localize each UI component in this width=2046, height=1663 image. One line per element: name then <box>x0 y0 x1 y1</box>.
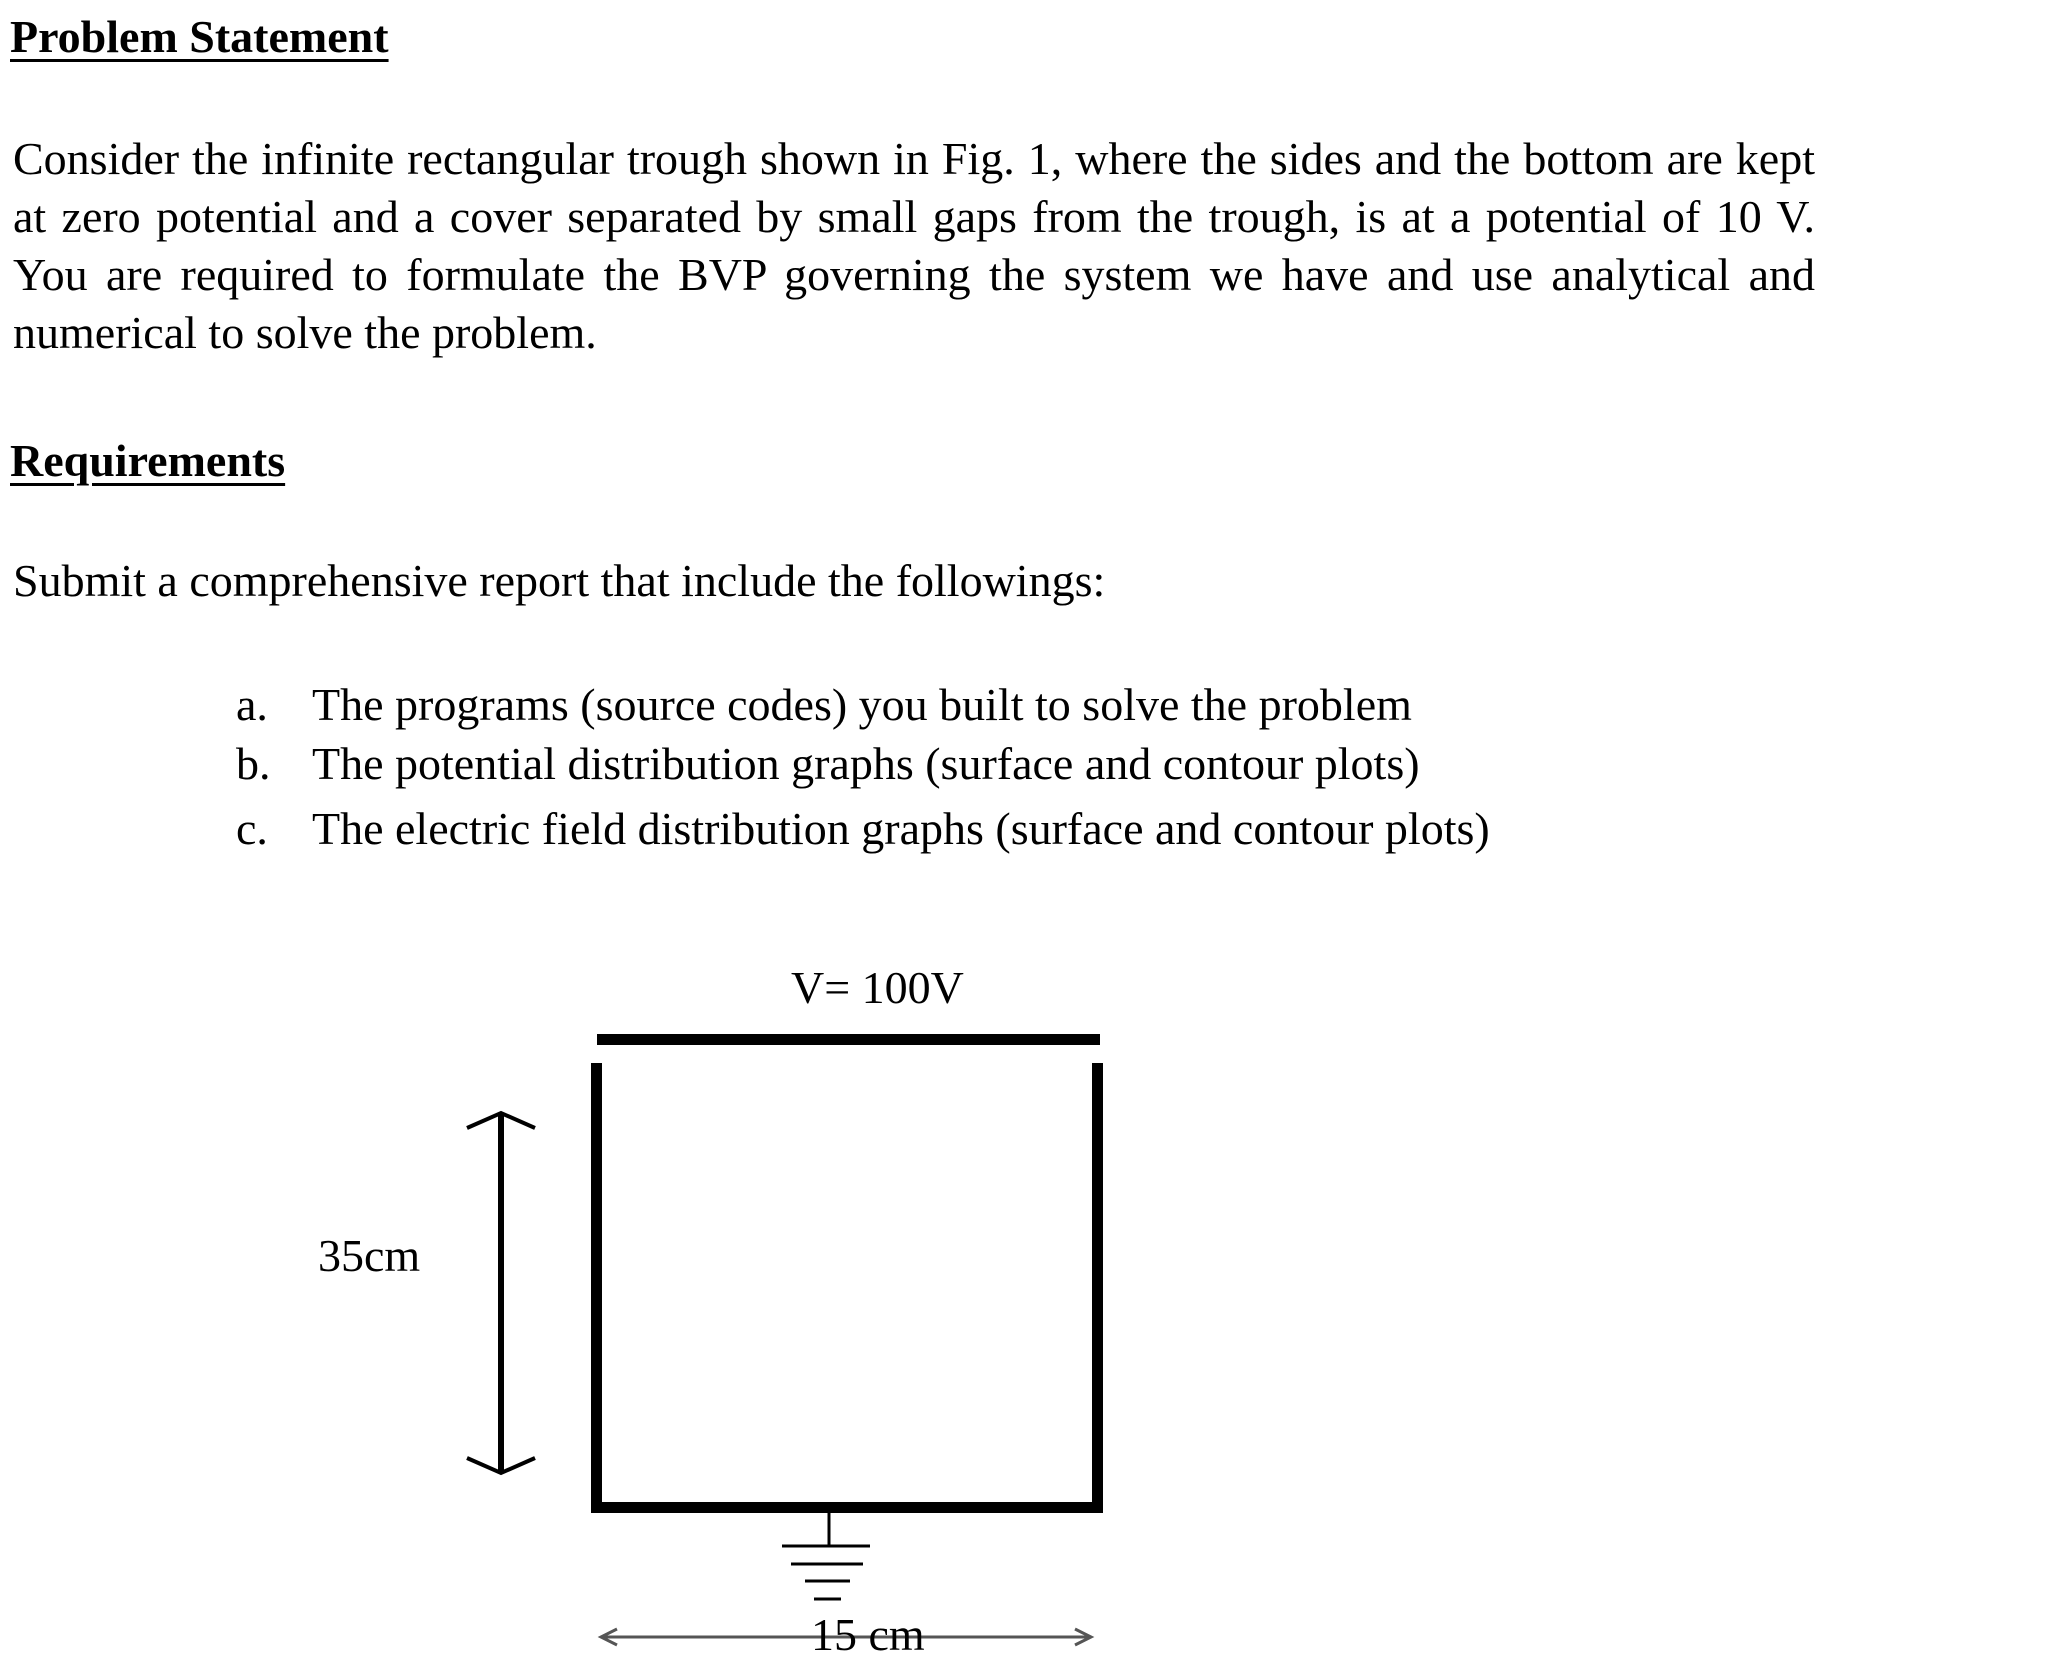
list-item-text: The potential distribution graphs (surface and contour plots) <box>312 738 1420 789</box>
problem-statement-heading: Problem Statement <box>10 11 389 62</box>
trough-left-wall <box>591 1063 602 1513</box>
list-marker: a. <box>236 679 268 730</box>
list-marker: b. <box>236 738 271 789</box>
ground-icon <box>782 1513 870 1599</box>
trough-right-wall <box>1092 1063 1103 1513</box>
requirements-heading: Requirements <box>10 435 286 486</box>
cover-potential-label: V= 100V <box>791 962 964 1013</box>
list-item-text: The electric field distribution graphs (surface and contour plots) <box>312 803 1490 854</box>
cover-plate <box>597 1034 1100 1045</box>
list-item-text: The programs (source codes) you built to solve the problem <box>312 679 1412 730</box>
width-label: 15 cm <box>811 1609 925 1660</box>
trough-bottom <box>591 1502 1103 1513</box>
list-item <box>236 803 1490 854</box>
height-label: 35cm <box>318 1230 421 1281</box>
list-item <box>236 738 1420 789</box>
problem-statement-paragraph: Consider the infinite rectangular trough shown in Fig. 1, where the sides and the bottom are kept at zero potential and a cover separated by small gaps from the trough, is at a potential of 10 V. You are required to formulate the BVP governing the system we have and use analytical and numerical to solve the problem. <box>13 133 1815 358</box>
requirements-intro: Submit a comprehensive report that include the followings: <box>13 555 1106 606</box>
height-dimension-arrow <box>467 1113 535 1473</box>
list-marker: c. <box>236 803 268 854</box>
list-item <box>236 679 1412 730</box>
